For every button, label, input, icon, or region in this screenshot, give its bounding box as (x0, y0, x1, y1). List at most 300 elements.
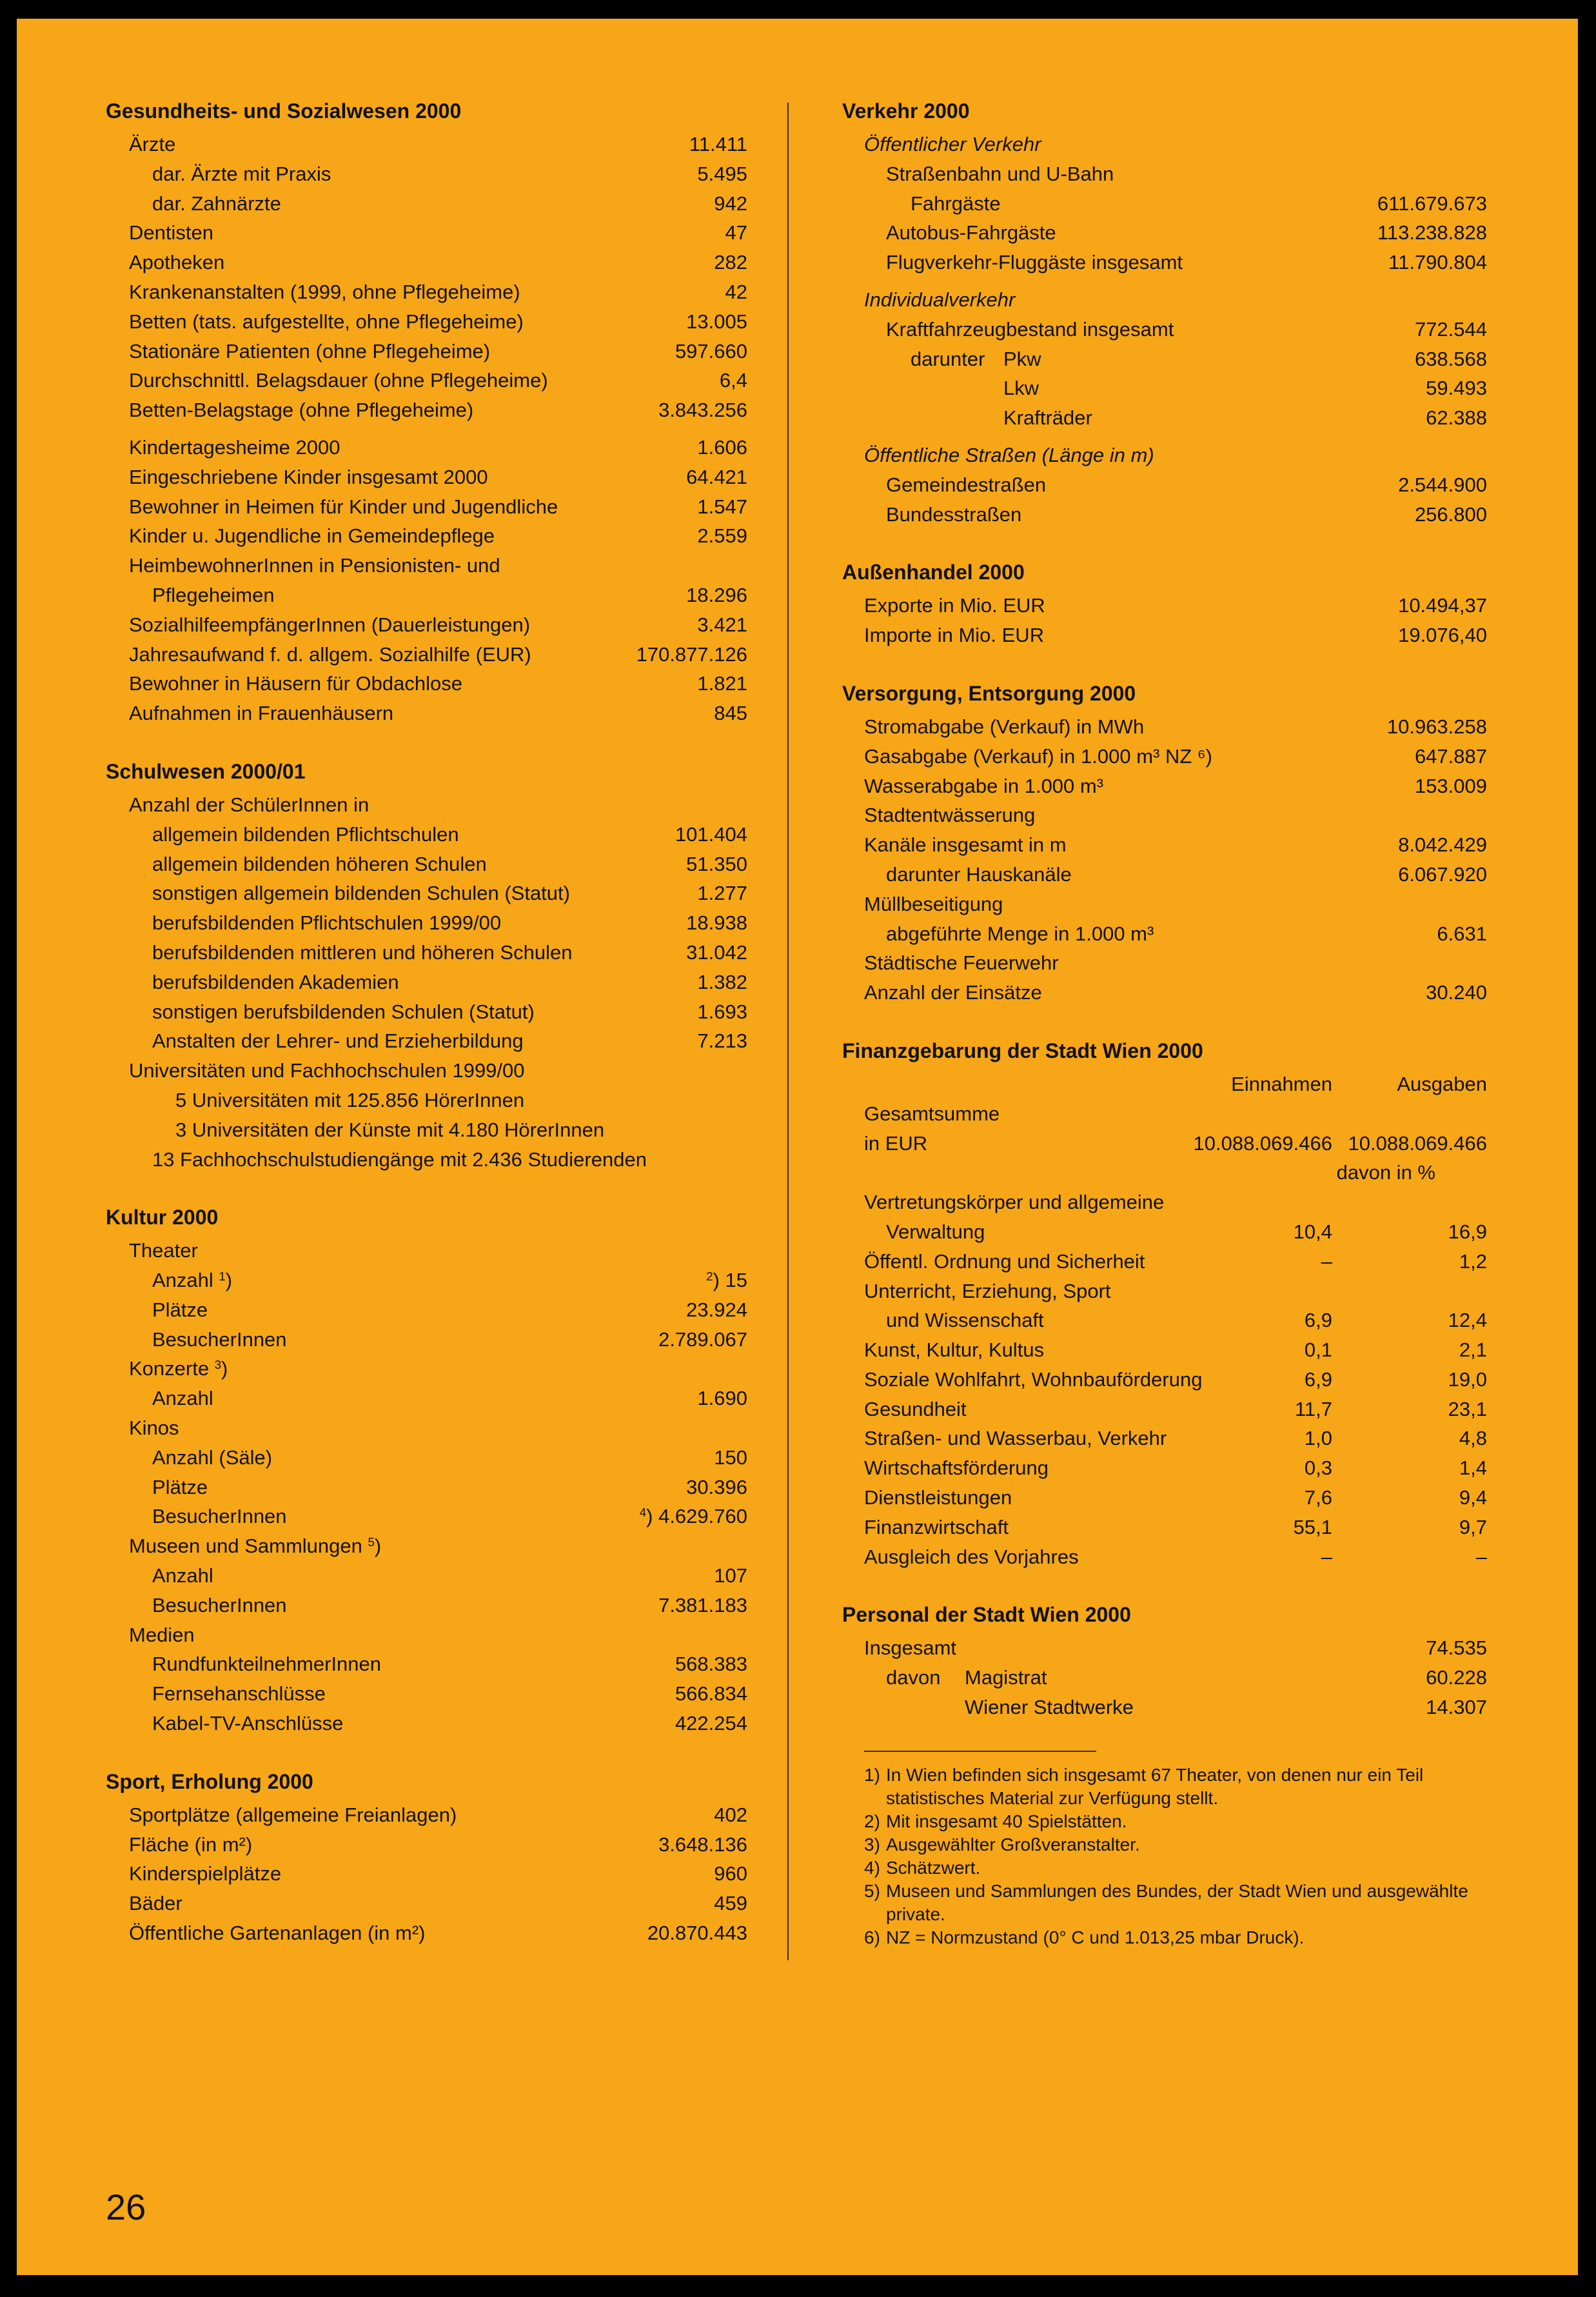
row-label: darunter Hauskanäle (886, 862, 1072, 886)
row-value: 1.382 (697, 970, 747, 993)
row-label: Anzahl (152, 1387, 213, 1410)
footnote-ref: 4 (639, 1506, 647, 1520)
row-sublabel: Pkw (1003, 347, 1041, 370)
table-header-row (842, 1069, 1487, 1099)
row-label: Müllbeseitigung (864, 892, 1003, 915)
row-value: 611.679.673 (1377, 192, 1487, 215)
table-row (106, 1649, 747, 1679)
row-label: Kinder u. Jugendliche in Gemeindepflege (129, 524, 495, 548)
row-label: Anzahl $^1$) (152, 1269, 233, 1292)
table-row (842, 1513, 1487, 1542)
table-row (842, 1129, 1487, 1158)
row-value: 256.800 (1414, 502, 1487, 526)
row-label: Kindertagesheime 2000 (129, 435, 340, 459)
row-label: Stationäre Patienten (ohne Pflegeheime) (129, 339, 491, 363)
table-row (106, 1561, 747, 1591)
table-row (842, 1395, 1487, 1424)
table-row (106, 1236, 747, 1266)
row-label: Öffentliche Straßen (Länge in m) (864, 443, 1154, 466)
table-row (106, 1413, 747, 1443)
row-label: und Wissenschaft (886, 1309, 1044, 1332)
table-row (842, 1424, 1487, 1453)
table-row (106, 462, 747, 492)
footnote-ref: 3 (214, 1358, 222, 1372)
table-row (842, 248, 1487, 277)
row-label: Soziale Wohlfahrt, Wohnbauförderung (864, 1367, 1203, 1391)
row-label: Theater (129, 1239, 198, 1262)
table-row (106, 521, 747, 551)
footnote-mark: 4) (864, 1857, 880, 1878)
table-row (106, 850, 747, 879)
row-value: 566.834 (675, 1682, 747, 1705)
row-label: Stromabgabe (Verkauf) in MWh (864, 715, 1145, 738)
table-row (842, 830, 1487, 860)
row-label: abgeführte Menge in 1.000 m³ (886, 922, 1154, 945)
table-row (106, 1325, 747, 1355)
row-label: berufsbildenden mittleren und höheren Schulen (152, 940, 573, 964)
row-label: Kraftfahrzeugbestand insgesamt (886, 317, 1174, 341)
table-row (106, 1709, 747, 1738)
section-gesundheit (106, 96, 747, 728)
table-row (106, 790, 747, 820)
row-label: allgemein bildenden höheren Schulen (152, 852, 487, 875)
section-title: Sport, Erholung 2000 (106, 1769, 313, 1793)
row-label: Dentisten (129, 221, 213, 244)
row-value: 6.631 (1437, 922, 1487, 945)
row-label: Betten-Belagstage (ohne Pflegeheime) (129, 399, 474, 422)
row-value: 772.544 (1414, 317, 1487, 341)
row-value: 47 (725, 221, 747, 244)
row-label: 3 Universitäten der Künste mit 4.180 HörerInnen (175, 1118, 605, 1141)
row-value: 1.690 (697, 1387, 747, 1410)
row-value: 19.076,40 (1398, 624, 1487, 647)
row-label: Apotheken (129, 251, 225, 274)
row-value: 422.254 (675, 1712, 747, 1735)
table-row (842, 1483, 1487, 1513)
row-value: 845 (714, 702, 747, 725)
row-value: 8.042.429 (1398, 833, 1487, 857)
row-label: Öffentlicher Verkehr (864, 133, 1041, 155)
table-row (106, 1473, 747, 1502)
table-row (842, 218, 1487, 248)
row-value: 74.535 (1426, 1636, 1487, 1660)
footnote-ref: 2 (706, 1269, 713, 1283)
row-label: allgemein bildenden Pflichtschulen (152, 822, 459, 846)
table-row (106, 968, 747, 997)
footnote-text: Ausgewählter Großveranstalter. (886, 1834, 1140, 1855)
footnote-divider (864, 1751, 1096, 1752)
row-label: Eingeschriebene Kinder insgesamt 2000 (129, 465, 488, 488)
row-value: 1.821 (697, 672, 747, 695)
row-label: Fahrgäste (911, 192, 1001, 215)
row-label: Individualverkehr (864, 288, 1016, 311)
row-value: 638.568 (1414, 347, 1487, 370)
footnote-ref: 1 (219, 1269, 226, 1283)
einnahmen-value: 6,9 (1304, 1367, 1332, 1391)
footnote-mark: 1) (864, 1764, 880, 1785)
row-value: 51.350 (686, 852, 747, 875)
section-finanz (842, 1036, 1487, 1572)
table-row (106, 1800, 747, 1830)
table-row (842, 712, 1487, 742)
table-row (106, 997, 747, 1027)
page-number: 26 (106, 2187, 146, 2227)
table-row (106, 366, 747, 395)
row-label: Autobus-Fahrgäste (886, 221, 1056, 244)
row-value: 18.296 (686, 583, 747, 606)
row-value: 14.307 (1426, 1696, 1487, 1719)
row-label: in EUR (864, 1131, 928, 1155)
row-value: 6,4 (719, 369, 747, 392)
table-row (106, 1502, 747, 1531)
table-row (842, 1247, 1487, 1277)
row-value: 1.606 (697, 435, 747, 459)
row-label: Betten (tats. aufgestellte, ohne Pflegeheime) (129, 310, 524, 333)
row-value: 30.396 (686, 1475, 747, 1498)
einnahmen-value: 0,1 (1304, 1338, 1332, 1362)
table-row (106, 492, 747, 522)
row-value: 113.238.828 (1377, 221, 1487, 244)
row-value: 960 (714, 1862, 747, 1885)
footnote-mark: 5) (864, 1880, 880, 1901)
section-title: Personal der Stadt Wien 2000 (842, 1603, 1131, 1627)
row-value: 18.938 (686, 911, 747, 935)
footnote (842, 1833, 1487, 1856)
row-label: Bäder (129, 1892, 182, 1915)
row-value: 1.693 (697, 1000, 747, 1023)
einnahmen-value: 6,9 (1304, 1309, 1332, 1332)
row-value: 3.843.256 (658, 399, 747, 422)
section-verkehr (842, 96, 1487, 529)
ausgaben-value: 1,4 (1459, 1457, 1487, 1480)
ausgaben-value: 2,1 (1459, 1338, 1487, 1362)
row-value: $^4$) 4.629.760 (639, 1505, 747, 1528)
row-label: davon (886, 1666, 941, 1689)
row-label: Bundesstraßen (886, 502, 1022, 526)
table-row (106, 337, 747, 366)
row-value: 62.388 (1426, 406, 1487, 430)
table-row (106, 610, 747, 640)
table-row (842, 441, 1487, 470)
row-label: Aufnahmen in Frauenhäusern (129, 702, 394, 725)
row-value: 11.790.804 (1388, 251, 1487, 274)
footnote-ref: 5 (368, 1535, 375, 1549)
row-label: dar. Ärzte mit Praxis (152, 162, 331, 185)
table-row (106, 699, 747, 728)
footnote (842, 1926, 1487, 1949)
row-value: 20.870.443 (647, 1922, 747, 1945)
table-row (106, 640, 747, 670)
table-row (106, 218, 747, 248)
table-row (106, 1354, 747, 1384)
table-row (842, 403, 1487, 433)
table-row (842, 1453, 1487, 1483)
row-value: 101.404 (675, 822, 747, 846)
row-value: 23.924 (686, 1298, 747, 1321)
row-label: Gemeindestraßen (886, 473, 1047, 496)
row-label: darunter (911, 347, 985, 370)
table-row (842, 1693, 1487, 1722)
row-value: 6.067.920 (1398, 862, 1487, 886)
row-label: Kinderspielplätze (129, 1862, 282, 1885)
table-row (842, 159, 1487, 189)
table-row (842, 621, 1487, 650)
ausgaben-value: 9,4 (1459, 1486, 1487, 1509)
row-value: 31.042 (686, 940, 747, 964)
row-label: SozialhilfeempfängerInnen (Dauerleistungen) (129, 613, 531, 636)
row-label: Plätze (152, 1298, 208, 1321)
davon-label: davon in % (1336, 1161, 1435, 1184)
einnahmen-value: 1,0 (1304, 1427, 1332, 1450)
table-row (842, 285, 1487, 315)
table-row (106, 1918, 747, 1948)
row-label: Anzahl der Einsätze (864, 981, 1042, 1004)
row-label: RundfunkteilnehmerInnen (152, 1653, 382, 1676)
row-label: BesucherInnen (152, 1327, 287, 1351)
einnahmen-value: 0,3 (1304, 1457, 1332, 1480)
row-label: Kunst, Kultur, Kultus (864, 1338, 1045, 1362)
ausgaben-value: 10.088.069.466 (1348, 1131, 1487, 1155)
footnote-text: Mit insgesamt 40 Spielstätten. (886, 1811, 1127, 1831)
table-row (106, 1443, 747, 1473)
row-label: Pflegeheimen (152, 583, 275, 606)
row-label: Straßenbahn und U-Bahn (886, 162, 1114, 185)
table-row (106, 248, 747, 277)
table-row (106, 1620, 747, 1650)
row-label: Öffentl. Ordnung und Sicherheit (864, 1249, 1145, 1273)
table-row (106, 1266, 747, 1295)
row-label: Kinos (129, 1417, 179, 1440)
table-row (106, 669, 747, 699)
row-value: 150 (714, 1446, 747, 1469)
footnote-mark: 3) (864, 1834, 880, 1855)
row-value: 459 (714, 1892, 747, 1915)
table-row (106, 581, 747, 610)
footnote-text: NZ = Normzustand (0° C und 1.013,25 mbar Druck). (886, 1927, 1305, 1947)
section-title: Gesundheits- und Sozialwesen 2000 (106, 99, 462, 123)
einnahmen-value: – (1321, 1249, 1332, 1273)
row-label: Sportplätze (allgemeine Freianlagen) (129, 1803, 457, 1826)
table-row (842, 1663, 1487, 1693)
section-kultur (106, 1202, 747, 1738)
section-personal (842, 1600, 1487, 1722)
row-label: Konzerte $^3$) (129, 1357, 228, 1380)
footnote (842, 1764, 1487, 1810)
row-label: BesucherInnen (152, 1505, 287, 1528)
ausgaben-value: 16,9 (1448, 1220, 1487, 1243)
row-value: 64.421 (686, 465, 747, 488)
row-value: 13.005 (686, 310, 747, 333)
table-row (842, 1633, 1487, 1663)
row-value: 942 (714, 192, 747, 215)
table-row (842, 1542, 1487, 1572)
einnahmen-value: 10,4 (1293, 1220, 1332, 1243)
row-value: 11.411 (689, 133, 747, 155)
row-label: Insgesamt (864, 1636, 957, 1660)
section-title: Außenhandel 2000 (842, 561, 1025, 584)
row-label: Finanzwirtschaft (864, 1515, 1009, 1538)
row-label: 5 Universitäten mit 125.856 HörerInnen (175, 1088, 525, 1111)
row-label: Museen und Sammlungen $^5$) (129, 1535, 382, 1558)
table-row (842, 470, 1487, 500)
row-label: Exporte in Mio. EUR (864, 594, 1045, 617)
einnahmen-value: 7,6 (1304, 1486, 1332, 1509)
row-value: 59.493 (1426, 377, 1487, 400)
table-row (842, 1306, 1487, 1335)
page (17, 19, 1578, 2275)
row-label: sonstigen allgemein bildenden Schulen (Statut) (152, 882, 570, 905)
footnotes (842, 1764, 1487, 1949)
table-row (842, 978, 1487, 1008)
table-row (842, 500, 1487, 530)
table-row (106, 1889, 747, 1918)
row-value: 153.009 (1414, 774, 1487, 797)
row-label: Kanäle insgesamt in m (864, 833, 1067, 857)
row-value: 2.789.067 (658, 1327, 747, 1351)
table-row (842, 948, 1487, 978)
table-row (106, 1531, 747, 1561)
row-label: Fernsehanschlüsse (152, 1682, 326, 1705)
left-column (106, 96, 747, 1976)
section-title: Schulwesen 2000/01 (106, 759, 306, 783)
footnote (842, 1880, 1487, 1926)
table-row (842, 771, 1487, 801)
table-row (842, 591, 1487, 621)
right-column (842, 96, 1487, 1949)
row-label: Plätze (152, 1475, 208, 1498)
row-value: 2.559 (697, 524, 747, 548)
table-row (842, 1099, 1487, 1129)
table-row (106, 1056, 747, 1086)
table-row (106, 395, 747, 425)
row-label: Bewohner in Heimen für Kinder und Jugendliche (129, 495, 558, 518)
row-label: berufsbildenden Pflichtschulen 1999/00 (152, 911, 502, 935)
footnote-text: In Wien befinden sich insgesamt 67 Theater, von denen nur ein Teil statistisches Material zur Verfügung stellt. (886, 1764, 1424, 1808)
table-row (106, 1859, 747, 1889)
row-sublabel: Krafträder (1003, 406, 1092, 430)
row-value: 7.381.183 (658, 1593, 747, 1616)
row-value: 402 (714, 1803, 747, 1826)
row-label: Ärzte (129, 133, 176, 155)
table-row (842, 1188, 1487, 1217)
row-label: Fläche (in m²) (129, 1833, 253, 1856)
row-value: 647.887 (1414, 744, 1487, 768)
table-row (842, 1217, 1487, 1247)
table-row (106, 1830, 747, 1860)
row-value: 10.963.258 (1386, 715, 1487, 738)
row-value: 2.544.900 (1398, 473, 1487, 496)
row-label: Krankenanstalten (1999, ohne Pflegeheime) (129, 280, 520, 303)
row-label: Anzahl (152, 1564, 213, 1587)
section-title: Versorgung, Entsorgung 2000 (842, 681, 1136, 705)
ausgaben-value: – (1475, 1545, 1487, 1568)
section-versorgung (842, 679, 1487, 1008)
row-label: Stadtentwässerung (864, 804, 1036, 827)
row-sublabel: Magistrat (965, 1666, 1047, 1689)
ausgaben-value: 23,1 (1448, 1397, 1487, 1420)
ausgaben-value: 19,0 (1448, 1367, 1487, 1391)
table-row (842, 1335, 1487, 1365)
table-row (106, 1115, 747, 1145)
row-label: Universitäten und Fachhochschulen 1999/00 (129, 1059, 525, 1082)
row-label: Anstalten der Lehrer- und Erzieherbildung (152, 1029, 524, 1053)
row-label: 13 Fachhochschulstudiengänge mit 2.436 Studierenden (152, 1148, 647, 1171)
table-row (106, 1086, 747, 1115)
row-value: 1.547 (697, 495, 747, 518)
row-label: Öffentliche Gartenanlagen (in m²) (129, 1922, 426, 1945)
footnote-mark: 6) (864, 1927, 880, 1947)
row-label: Jahresaufwand f. d. allgem. Sozialhilfe (EUR) (129, 642, 531, 666)
column-header-ausgaben: Ausgaben (1397, 1072, 1487, 1095)
table-row (106, 1591, 747, 1620)
row-label: Gesundheit (864, 1397, 967, 1420)
table-row (106, 433, 747, 462)
table-row (106, 189, 747, 219)
row-value: 3.648.136 (658, 1833, 747, 1856)
row-label: Dienstleistungen (864, 1486, 1012, 1509)
row-value: 3.421 (697, 613, 747, 636)
row-label: dar. Zahnärzte (152, 192, 281, 215)
row-label: Bewohner in Häusern für Obdachlose (129, 672, 462, 695)
table-row (842, 1158, 1487, 1188)
row-value: 60.228 (1426, 1666, 1487, 1689)
section-aussenhandel (842, 557, 1487, 650)
footnote (842, 1856, 1487, 1880)
table-row (842, 890, 1487, 919)
ausgaben-value: 1,2 (1459, 1249, 1487, 1273)
table-row (106, 908, 747, 938)
ausgaben-value: 4,8 (1459, 1427, 1487, 1450)
table-row (106, 1384, 747, 1413)
row-value: $^2$) 15 (706, 1269, 747, 1292)
footnote-text: Museen und Sammlungen des Bundes, der Stadt Wien und ausgewählte private. (886, 1880, 1468, 1924)
row-label: Gasabgabe (Verkauf) in 1.000 m³ NZ ⁶) (864, 744, 1213, 768)
row-label: BesucherInnen (152, 1593, 287, 1616)
row-label: HeimbewohnerInnen in Pensionisten- und (129, 554, 500, 577)
table-row (842, 373, 1487, 403)
table-row (106, 551, 747, 581)
section-title: Kultur 2000 (106, 1206, 219, 1229)
row-value: 282 (714, 251, 747, 274)
ausgaben-value: 12,4 (1448, 1309, 1487, 1332)
row-label: Medien (129, 1623, 195, 1646)
row-value: 107 (714, 1564, 747, 1587)
section-sport (106, 1767, 747, 1948)
table-row (842, 860, 1487, 890)
einnahmen-value: 55,1 (1293, 1515, 1332, 1538)
row-label: Verwaltung (886, 1220, 985, 1243)
row-value: 10.494,37 (1398, 594, 1487, 617)
table-row (842, 1277, 1487, 1306)
section-title: Finanzgebarung der Stadt Wien 2000 (842, 1039, 1203, 1062)
column-divider (787, 103, 789, 1960)
row-label: sonstigen berufsbildenden Schulen (Statut) (152, 1000, 535, 1023)
ausgaben-value: 9,7 (1459, 1515, 1487, 1538)
row-sublabel: Lkw (1003, 377, 1039, 400)
row-value: 170.877.126 (636, 642, 747, 666)
footnote (842, 1810, 1487, 1833)
einnahmen-value: 10.088.069.466 (1193, 1131, 1332, 1155)
row-label: Wasserabgabe in 1.000 m³ (864, 774, 1104, 797)
section-title: Verkehr 2000 (842, 99, 970, 123)
row-label: Importe in Mio. EUR (864, 624, 1045, 647)
row-label: Wirtschaftsförderung (864, 1457, 1049, 1480)
footnote-mark: 2) (864, 1811, 880, 1831)
row-label: Kabel-TV-Anschlüsse (152, 1712, 344, 1735)
row-label: Städtische Feuerwehr (864, 951, 1059, 975)
table-row (842, 315, 1487, 344)
table-row (842, 344, 1487, 374)
